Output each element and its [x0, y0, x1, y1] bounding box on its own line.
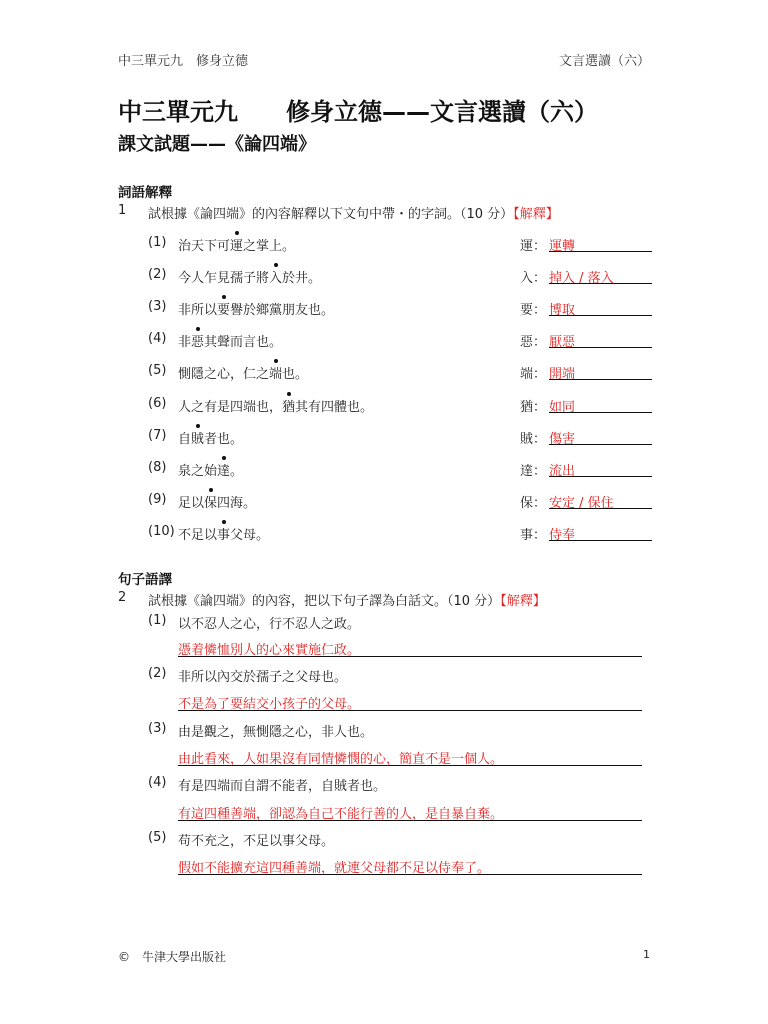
item-number: (5): [148, 363, 167, 378]
question-prompt: 試根據《論四端》的內容，把以下句子譯為白話文。（10 分）: [148, 594, 501, 609]
item-sentence: [178, 460, 243, 479]
item-number: (3): [148, 299, 167, 314]
sentence-part: 四海。: [217, 496, 257, 511]
item-number: (4): [148, 331, 167, 346]
sentence-part: 者也。: [204, 432, 244, 447]
emphasis-dot-char: 要: [217, 299, 230, 318]
sentence-part: 不足以: [178, 528, 218, 543]
item-key-word: 要：: [520, 303, 547, 318]
item-key-word: 惡：: [520, 335, 547, 350]
item-key-word: 運：: [520, 239, 547, 254]
sentence-part: 於井。: [282, 271, 322, 286]
sentence-part: 足以: [178, 496, 205, 511]
question-number: 2: [118, 590, 127, 605]
item-answer: 假如不能擴充這四種善端，就連父母都不足以侍奉了。: [178, 857, 642, 875]
item-number: (7): [148, 428, 167, 443]
emphasis-dot-char: 猶: [282, 396, 295, 415]
vocab-item: [148, 235, 652, 257]
sentence-part: 惻隱之心，仁之: [178, 367, 270, 382]
item-key-word: 入：: [520, 271, 547, 286]
sentence-part: 其聲而言也。: [204, 335, 283, 350]
emphasis-dot-char: 惡: [191, 331, 204, 350]
emphasis-dot-char: 事: [217, 524, 230, 543]
section-heading-vocabulary: 詞語解釋: [118, 185, 172, 201]
running-header-left: 中三單元九 修身立德: [118, 54, 249, 69]
item-key-word: 賊：: [520, 432, 547, 447]
question-number: 1: [118, 203, 127, 218]
item-answer: 侍奉: [549, 524, 652, 541]
explain-tag: 【解釋】: [513, 207, 559, 222]
item-answer: 開端: [549, 363, 652, 380]
question-text: [148, 203, 559, 222]
sentence-part: 非所以: [178, 303, 218, 318]
vocab-item: [148, 396, 652, 418]
item-number: (6): [148, 396, 167, 411]
item-number: (4): [148, 775, 167, 790]
item-answer: 不是為了要結交小孩子的父母。: [178, 693, 642, 711]
item-number: (8): [148, 460, 167, 475]
item-number: (3): [148, 721, 167, 736]
vocab-item: [148, 460, 652, 482]
vocab-item: [148, 428, 652, 450]
item-answer: 有這四種善端，卻認為自己不能行善的人，是自暴自棄。: [178, 803, 642, 821]
sentence-part: 治天下可: [178, 239, 231, 254]
explain-tag: 【解釋】: [500, 594, 546, 609]
item-number: (10): [148, 524, 175, 539]
item-key-word: 猶：: [520, 400, 547, 415]
item-number: (9): [148, 492, 167, 507]
sentence-part: 今人乍見孺子將: [178, 271, 270, 286]
vocab-item: [148, 492, 652, 514]
item-sentence: [178, 235, 295, 254]
sentence-part: 父母。: [230, 528, 270, 543]
sentence-part: 人之有是四端也，: [178, 400, 283, 415]
emphasis-dot-char: 保: [204, 492, 217, 511]
item-key-word: 保：: [520, 496, 547, 511]
sentence-part: 也。: [282, 367, 309, 382]
emphasis-dot-char: 運: [230, 235, 243, 254]
item-answer: 流出: [549, 460, 652, 477]
question-prompt: 試根據《論四端》的內容解釋以下文句中帶・的字詞。（10 分）: [148, 207, 514, 222]
running-header-right: 文言選讀（六）: [558, 54, 650, 69]
vocab-item: [148, 299, 652, 321]
item-sentence: 由是觀之，無惻隱之心，非人也。: [178, 725, 374, 740]
item-answer: 博取: [549, 299, 652, 316]
item-answer: 厭惡: [549, 331, 652, 348]
vocab-item: [148, 331, 652, 353]
item-answer: 憑着憐恤別人的心來實施仁政。: [178, 639, 642, 657]
item-sentence: 有是四端而自謂不能者，自賊者也。: [178, 779, 387, 794]
sentence-part: 泉之始: [178, 464, 218, 479]
item-number: (2): [148, 666, 167, 681]
emphasis-dot-char: 達: [217, 460, 230, 479]
item-number: (1): [148, 613, 167, 628]
question-text: [148, 590, 546, 609]
emphasis-dot-char: 賊: [191, 428, 204, 447]
sentence-part: 之掌上。: [243, 239, 296, 254]
item-number: (1): [148, 235, 167, 250]
page-subtitle: 課文試題——《論四端》: [118, 134, 316, 155]
item-key-word: 達：: [520, 464, 547, 479]
item-sentence: 非所以內交於孺子之父母也。: [178, 670, 348, 685]
item-answer: 由此看來，人如果沒有同情憐憫的心，簡直不是一個人。: [178, 748, 642, 766]
emphasis-dot-char: 端: [269, 363, 282, 382]
item-answer: 安定 / 保住: [549, 492, 652, 509]
sentence-part: 非: [178, 335, 192, 350]
item-sentence: 苟不充之，不足以事父母。: [178, 834, 335, 849]
page-number: 1: [643, 948, 650, 961]
section-heading-translation: 句子語譯: [118, 572, 172, 588]
sentence-part: 譽於鄉黨朋友也。: [230, 303, 335, 318]
emphasis-dot-char: 入: [269, 267, 282, 286]
sentence-part: 。: [230, 464, 244, 479]
item-key-word: 事：: [520, 528, 547, 543]
item-sentence: [178, 396, 373, 415]
sentence-part: 自: [178, 432, 192, 447]
sentence-part: 其有四體也。: [295, 400, 374, 415]
item-sentence: [178, 331, 282, 350]
item-answer: 掉入 / 落入: [549, 267, 652, 284]
item-number: (2): [148, 267, 167, 282]
vocab-item: [148, 363, 652, 385]
item-sentence: [178, 299, 334, 318]
item-sentence: [178, 492, 256, 511]
item-sentence: [178, 428, 243, 447]
item-key-word: 端：: [520, 367, 547, 382]
page-title: 中三單元九 修身立德——文言選讀（六）: [118, 98, 598, 126]
copyright-footer: © 牛津大學出版社: [118, 950, 227, 964]
item-answer: 如同: [549, 396, 652, 413]
item-answer: 傷害: [549, 428, 652, 445]
item-answer: 運轉: [549, 235, 652, 252]
item-number: (5): [148, 830, 167, 845]
vocab-item: [148, 524, 652, 546]
vocab-item: [148, 267, 652, 289]
item-sentence: [178, 363, 308, 382]
item-sentence: [178, 524, 269, 543]
item-sentence: 以不忍人之心，行不忍人之政。: [178, 617, 361, 632]
item-sentence: [178, 267, 321, 286]
